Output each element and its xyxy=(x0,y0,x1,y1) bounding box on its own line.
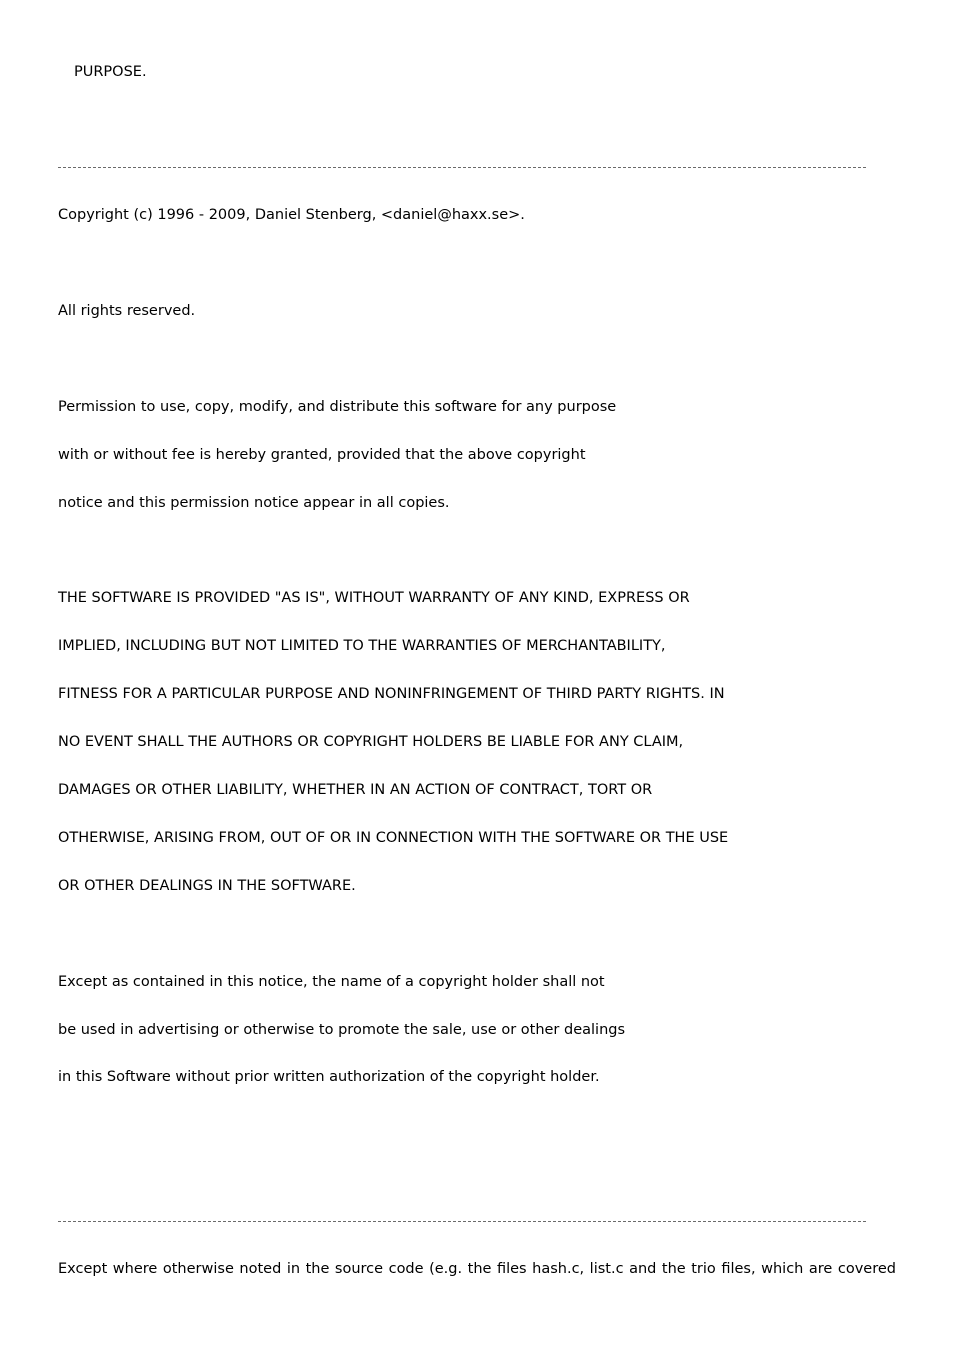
warranty-line-2: IMPLIED, INCLUDING BUT NOT LIMITED TO THE WARRANTIES OF MERCHANTABILITY, xyxy=(58,638,666,654)
text-line-purpose: PURPOSE. xyxy=(74,64,147,80)
permission-line-3: notice and this permission notice appear in all copies. xyxy=(58,495,450,511)
permission-line-2: with or without fee is hereby granted, provided that the above copyright xyxy=(58,447,586,463)
separator-line xyxy=(58,167,866,168)
copyright-line: Copyright (c) 1996 - 2009, Daniel Stenberg, <daniel@haxx.se>. xyxy=(58,207,525,223)
warranty-line-6: OTHERWISE, ARISING FROM, OUT OF OR IN CONNECTION WITH THE SOFTWARE OR THE USE xyxy=(58,830,729,846)
separator-line xyxy=(58,1221,866,1222)
warranty-line-4: NO EVENT SHALL THE AUTHORS OR COPYRIGHT HOLDERS BE LIABLE FOR ANY CLAIM, xyxy=(58,734,684,750)
warranty-line-7: OR OTHER DEALINGS IN THE SOFTWARE. xyxy=(58,878,356,894)
rights-reserved-line: All rights reserved. xyxy=(58,303,196,319)
permission-line-1: Permission to use, copy, modify, and distribute this software for any purpose xyxy=(58,399,617,415)
source-code-note-line: Except where otherwise noted in the source code (e.g. the files hash.c, list.c and the trio files, which are covered xyxy=(58,1261,896,1277)
notice-line-3: in this Software without prior written authorization of the copyright holder. xyxy=(58,1069,600,1085)
notice-line-1: Except as contained in this notice, the name of a copyright holder shall not xyxy=(58,974,605,990)
warranty-line-1: THE SOFTWARE IS PROVIDED "AS IS", WITHOUT WARRANTY OF ANY KIND, EXPRESS OR xyxy=(58,590,690,606)
warranty-line-5: DAMAGES OR OTHER LIABILITY, WHETHER IN AN ACTION OF CONTRACT, TORT OR xyxy=(58,782,653,798)
warranty-line-3: FITNESS FOR A PARTICULAR PURPOSE AND NONINFRINGEMENT OF THIRD PARTY RIGHTS. IN xyxy=(58,686,725,702)
notice-line-2: be used in advertising or otherwise to promote the sale, use or other dealings xyxy=(58,1022,626,1038)
